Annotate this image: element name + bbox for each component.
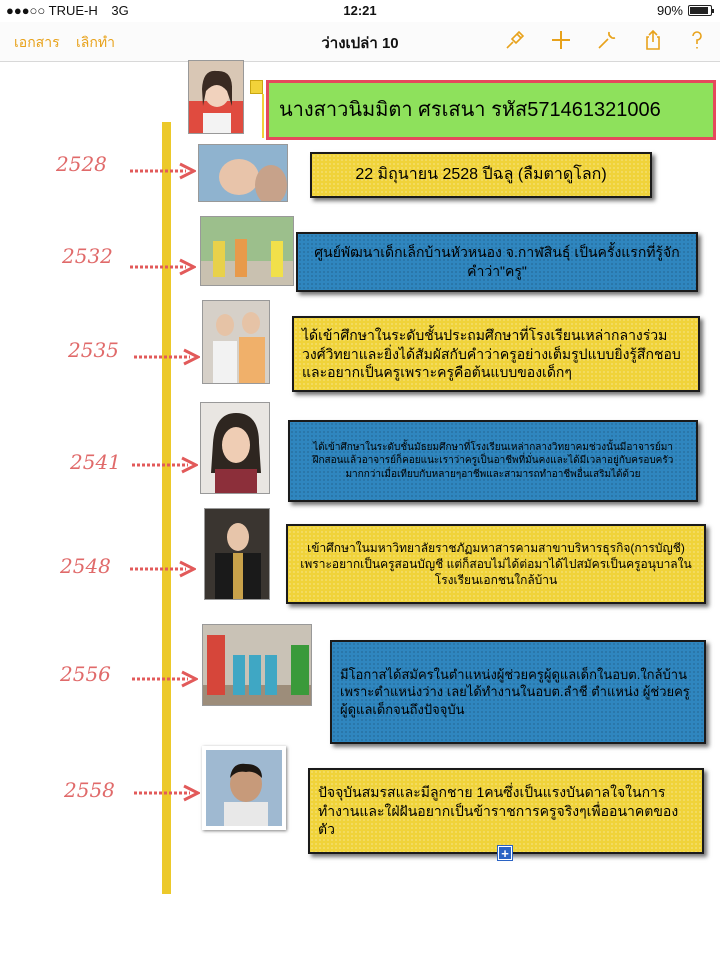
year-label: 2528 <box>56 152 107 176</box>
timeline-card-text: มีโอกาสได้สมัครในตำแหน่งผู้ช่วยครูผู้ดูแลเด็กในอบต.ใกล้บ้าน เพราะตำแหน่งว่าง เลยได้ทำงานในอบต.ลำชี ตำแหน่ง ผู้ช่วยครูผู้ดูแลเด็กจนถึงปัจจุบัน <box>340 666 690 717</box>
timeline-card-text: ศูนย์พัฒนาเด็กเล็กบ้านหัวหนอง จ.กาฬสินธุ์ เป็นครั้งแรกที่รู้จักคำว่า"ครู" <box>314 244 680 279</box>
document-title: ว่างเปล่า 10 <box>321 35 399 52</box>
secondary-school-photo[interactable] <box>200 402 270 494</box>
year-label: 2532 <box>62 244 113 268</box>
son-photo[interactable] <box>202 746 286 830</box>
year-label: 2556 <box>60 662 111 686</box>
battery-icon <box>688 5 712 16</box>
year-label: 2535 <box>68 338 119 362</box>
arrow-icon <box>128 162 196 180</box>
share-icon[interactable] <box>640 28 666 54</box>
childhood-photo[interactable] <box>200 216 294 286</box>
student-name-text: นางสาวนิมมิตา ศรเสนา รหัส571461321006 <box>279 98 661 121</box>
add-icon[interactable] <box>548 28 574 54</box>
baby-photo[interactable] <box>198 144 288 202</box>
status-bar <box>0 0 720 22</box>
timeline-card-text: ได้เข้าศึกษาในระดับชั้นมัธยมศึกษาที่โรงเรียนเหล่ากลางวิทยาคมช่วงนั้นมีอาจารย์มาฝึกสอนแล้วอาจารย์ก็คอยแนะเราว่าครูเป็นอาชีพที่มั่นคงและได้มีเวลาอยู่กับครอบครัวมากกว่าเมื่อเทียบกับหลายๆอาชีพและสามารถทำอาชีพอื่นเสริมได้ด้วย <box>312 441 674 480</box>
timeline-card[interactable] <box>310 152 652 198</box>
arrow-icon <box>130 456 198 474</box>
app-toolbar <box>0 22 720 62</box>
arrow-icon <box>128 258 196 276</box>
timeline-card-text: 22 มิถุนายน 2528 ปีฉลู (ลืมตาดูโลก) <box>355 166 607 184</box>
arrow-icon <box>128 560 196 578</box>
graduation-photo[interactable] <box>204 508 270 600</box>
timeline-card[interactable] <box>296 232 698 292</box>
timeline-card[interactable] <box>288 420 698 502</box>
timeline-line <box>162 122 171 894</box>
help-icon[interactable] <box>684 28 710 54</box>
timeline-card[interactable] <box>330 640 706 744</box>
expand-handle-icon[interactable]: + <box>498 846 512 860</box>
documents-button[interactable]: เอกสาร <box>14 34 60 50</box>
timeline-card-text: ปัจจุบันสมรสและมีลูกชาย 1คนซึ่งเป็นแรงบันดาลใจในการทำงานและใฝ่ฝันอยากเป็นข้าราชการครูจริงๆเพื่ออนาคตของตัว <box>318 783 679 838</box>
arrow-icon <box>132 348 200 366</box>
timeline-card[interactable] <box>292 316 700 392</box>
format-brush-icon[interactable] <box>502 28 528 54</box>
arrow-icon <box>130 670 198 688</box>
status-time: 12:21 <box>343 3 377 18</box>
student-name-banner[interactable] <box>266 80 716 140</box>
timeline-card-text: ได้เข้าศึกษาในระดับชั้นประถมศึกษาที่โรงเรียนเหล่ากลางร่วมวงศ์วิทยาและยิ่งได้สัมผัสกับคำว่าครูอย่างเต็มรูปแบบยิ่งรู้สึกชอบและอยากเป็นครูเพราะครูคือต้นแบบของเด็กๆ <box>302 326 681 381</box>
timeline-card-text: เข้าศึกษาในมหาวิทยาลัยราชภัฏมหาสารคามสาขาบริหารธุรกิจ(การบัญชี) เพราะอยากเป็นครูสอนบัญชี แต่ก็สอบไม่ได้ต่อมาได้ไปสมัครเป็นครูอนุบาลในโรงเรียนเอกชนใกล้บ้าน <box>300 540 692 588</box>
year-label: 2558 <box>64 778 115 802</box>
note-connector <box>262 94 264 138</box>
carrier-name: TRUE-H <box>48 3 98 18</box>
primary-school-photo[interactable] <box>202 300 270 384</box>
network-type: 3G <box>111 3 129 18</box>
battery-info <box>657 3 712 18</box>
arrow-icon <box>132 784 200 802</box>
wrench-icon[interactable] <box>594 28 620 54</box>
timeline-card[interactable] <box>286 524 706 604</box>
workplace-photo[interactable] <box>202 624 312 706</box>
year-label: 2548 <box>60 554 111 578</box>
undo-button[interactable]: เลิกทำ <box>76 34 115 50</box>
profile-photo[interactable] <box>188 60 244 134</box>
timeline-card[interactable] <box>308 768 704 854</box>
year-label: 2541 <box>70 450 121 474</box>
battery-percent: 90% <box>656 3 683 18</box>
signal-strength-icon: ●●●○○ <box>6 3 46 18</box>
sticky-note-marker[interactable] <box>250 80 263 94</box>
